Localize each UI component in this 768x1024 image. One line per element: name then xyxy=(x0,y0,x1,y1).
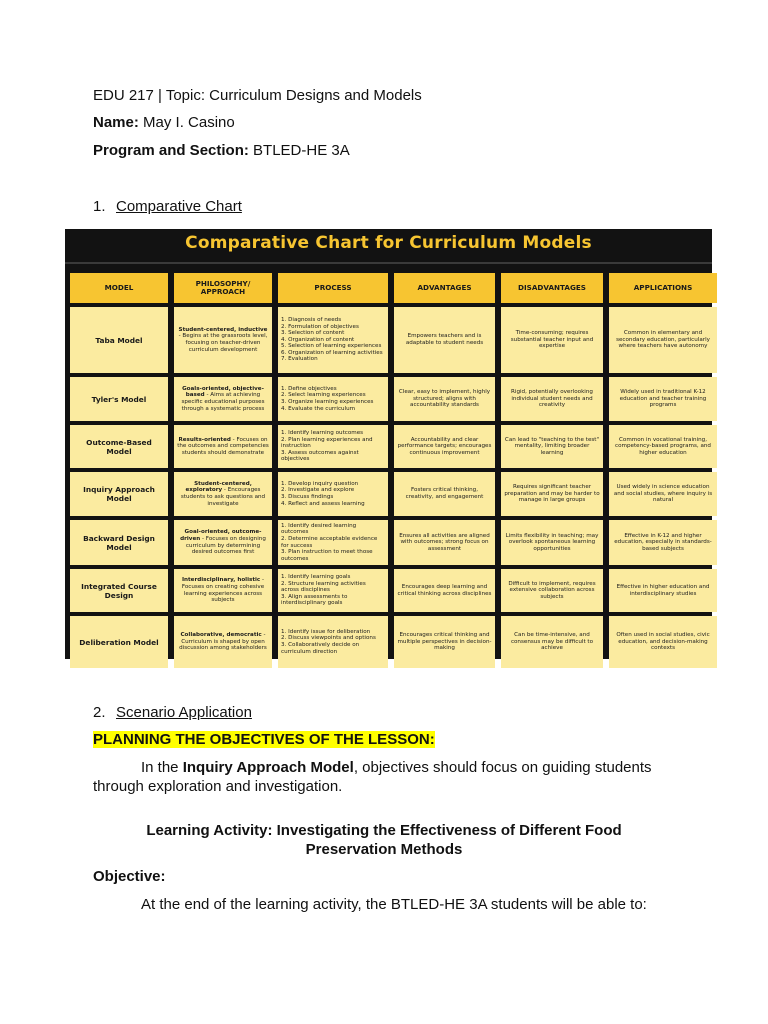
cell-philosophy xyxy=(174,616,272,668)
topic-line: EDU 217 | Topic: Curriculum Designs and Models xyxy=(93,87,422,104)
name-value: May I. Casino xyxy=(138,114,235,131)
philosophy-description: - Begins at the grassroots level, focusing on teacher-driven curriculum development xyxy=(178,333,268,353)
cell-philosophy xyxy=(174,307,272,373)
cell-disadvantages: Can lead to "teaching to the test" mentality, limiting broader learning xyxy=(501,425,603,468)
cell-process: 1. Identify issue for deliberation 2. Discuss viewpoints and options 3. Collaboratively decide on curriculum direction xyxy=(278,616,388,668)
header-applications: APPLICATIONS xyxy=(609,273,717,303)
program-label: Program and Section: xyxy=(93,142,249,159)
intro-paragraph-line-2: through exploration and investigation. xyxy=(93,778,343,795)
cell-model: Backward Design Model xyxy=(70,520,168,565)
cell-model: Deliberation Model xyxy=(70,616,168,668)
comparative-chart xyxy=(65,229,712,659)
philosophy-lead: Goals-oriented, objective-based xyxy=(182,385,264,399)
header-philosophy: PHILOSOPHY/ APPROACH xyxy=(174,273,272,303)
planning-heading xyxy=(93,730,435,750)
cell-applications: Used widely in science education and social studies, where inquiry is natural xyxy=(609,472,717,516)
chart-title: Comparative Chart for Curriculum Models xyxy=(185,233,592,253)
program-value: BTLED-HE 3A xyxy=(248,142,350,159)
cell-disadvantages: Rigid, potentially overlooking individual student needs and creativity xyxy=(501,377,603,421)
cell-applications: Widely used in traditional K-12 education and teacher training programs xyxy=(609,377,717,421)
planning-heading-text: PLANNING THE OBJECTIVES OF THE LESSON: xyxy=(93,731,435,748)
intro-pre: In the xyxy=(141,759,183,776)
philosophy-lead: Goal-oriented, outcome-driven xyxy=(180,529,262,542)
cell-model: Inquiry Approach Model xyxy=(70,472,168,516)
chart-grid xyxy=(70,273,713,668)
header-advantages: ADVANTAGES xyxy=(394,273,495,303)
section-1-heading xyxy=(93,197,242,217)
cell-process: 1. Diagnosis of needs 2. Formulation of objectives 3. Selection of content 4. Organization of content 5. Selection of learning experiences 6. Organization of learning activities 7. Evaluation xyxy=(278,307,388,373)
cell-advantages: Empowers teachers and is adaptable to student needs xyxy=(394,307,495,373)
cell-process: 1. Define objectives 2. Select learning experiences 3. Organize learning experiences 4. Evaluate the curriculum xyxy=(278,377,388,421)
cell-advantages: Encourages critical thinking and multiple perspectives in decision-making xyxy=(394,616,495,668)
philosophy-description: - Aims at achieving specific educational purposes through a systematic process xyxy=(181,392,265,412)
cell-philosophy xyxy=(174,472,272,516)
cell-applications: Effective in higher education and interdisciplinary studies xyxy=(609,569,717,612)
chart-title-divider xyxy=(65,262,712,264)
philosophy-lead: Student-centered, inductive xyxy=(178,326,268,333)
cell-model: Tyler's Model xyxy=(70,377,168,421)
philosophy-lead: Collaborative, democratic xyxy=(180,632,262,639)
philosophy-lead: Student-centered, exploratory xyxy=(185,480,252,494)
cell-disadvantages: Limits flexibility in teaching; may overlook spontaneous learning opportunities xyxy=(501,520,603,565)
cell-applications: Often used in social studies, civic education, and decision-making contexts xyxy=(609,616,717,668)
section-1-number: 1. xyxy=(93,198,106,215)
cell-disadvantages: Can be time-intensive, and consensus may be difficult to achieve xyxy=(501,616,603,668)
cell-advantages: Accountability and clear performance targets; encourages continuous improvement xyxy=(394,425,495,468)
cell-process: 1. Identify learning outcomes 2. Plan learning experiences and instruction 3. Assess outcomes against objectives xyxy=(278,425,388,468)
intro-post: , objectives should focus on guiding students xyxy=(353,759,652,776)
section-1-title: Comparative Chart xyxy=(116,198,242,215)
cell-model: Integrated Course Design xyxy=(70,569,168,612)
section-2-number: 2. xyxy=(93,704,106,721)
philosophy-description: - Focuses on creating cohesive learning experiences across subjects xyxy=(181,577,265,604)
cell-process: 1. Identify desired learning outcomes 2. Determine acceptable evidence for success 3. Plan instruction to meet those outcomes xyxy=(278,520,388,565)
cell-process: 1. Develop inquiry question 2. Investigate and explore 3. Discuss findings 4. Reflect and assess learning xyxy=(278,472,388,516)
cell-advantages: Clear, easy to implement, highly structured; aligns with accountability standards xyxy=(394,377,495,421)
cell-philosophy xyxy=(174,520,272,565)
cell-model: Outcome-Based Model xyxy=(70,425,168,468)
philosophy-description: - Focuses on the outcomes and competencies students should demonstrate xyxy=(177,436,269,456)
intro-paragraph-line-1 xyxy=(93,758,652,778)
cell-disadvantages: Difficult to implement, requires extensive collaboration across subjects xyxy=(501,569,603,612)
activity-title-line-2: Preservation Methods xyxy=(305,841,463,858)
cell-philosophy xyxy=(174,425,272,468)
cell-applications: Common in vocational training, competency-based programs, and higher education xyxy=(609,425,717,468)
philosophy-lead: Results-oriented xyxy=(178,436,231,443)
cell-disadvantages: Time-consuming; requires substantial teacher input and expertise xyxy=(501,307,603,373)
cell-advantages: Encourages deep learning and critical thinking across disciplines xyxy=(394,569,495,612)
cell-philosophy xyxy=(174,569,272,612)
cell-advantages: Ensures all activities are aligned with outcomes; strong focus on assessment xyxy=(394,520,495,565)
header-process: PROCESS xyxy=(278,273,388,303)
name-label: Name: xyxy=(93,114,139,131)
cell-applications: Common in elementary and secondary education, particularly where teachers have autonomy xyxy=(609,307,717,373)
header-model: MODEL xyxy=(70,273,168,303)
cell-process: 1. Identify learning goals 2. Structure learning activities across disciplines 3. Align assessments to interdisciplinary goals xyxy=(278,569,388,612)
philosophy-description: - Encourages students to ask questions and investigate xyxy=(180,487,266,507)
intro-bold: Inquiry Approach Model xyxy=(182,759,354,776)
header-disadvantages: DISADVANTAGES xyxy=(501,273,603,303)
objective-text: At the end of the learning activity, the BTLED-HE 3A students will be able to: xyxy=(141,896,647,913)
philosophy-description: - Curriculum is shaped by open discussion among stakeholders xyxy=(179,632,267,652)
cell-advantages: Fosters critical thinking, creativity, and engagement xyxy=(394,472,495,516)
cell-applications: Effective in K-12 and higher education, especially in standards-based subjects xyxy=(609,520,717,565)
cell-philosophy xyxy=(174,377,272,421)
program-line xyxy=(93,141,350,161)
cell-disadvantages: Requires significant teacher preparation and may be harder to manage in large groups xyxy=(501,472,603,516)
section-2-title: Scenario Application xyxy=(116,704,252,721)
philosophy-lead: Interdisciplinary, holistic xyxy=(181,577,261,584)
cell-model: Taba Model xyxy=(70,307,168,373)
objective-label: Objective: xyxy=(93,868,166,885)
section-2-heading xyxy=(93,703,252,723)
name-line xyxy=(93,113,235,133)
philosophy-description: - Focuses on designing curriculum by determining desired outcomes first xyxy=(185,535,266,556)
activity-title-line-1: Learning Activity: Investigating the Effectiveness of Different Food xyxy=(146,822,622,839)
